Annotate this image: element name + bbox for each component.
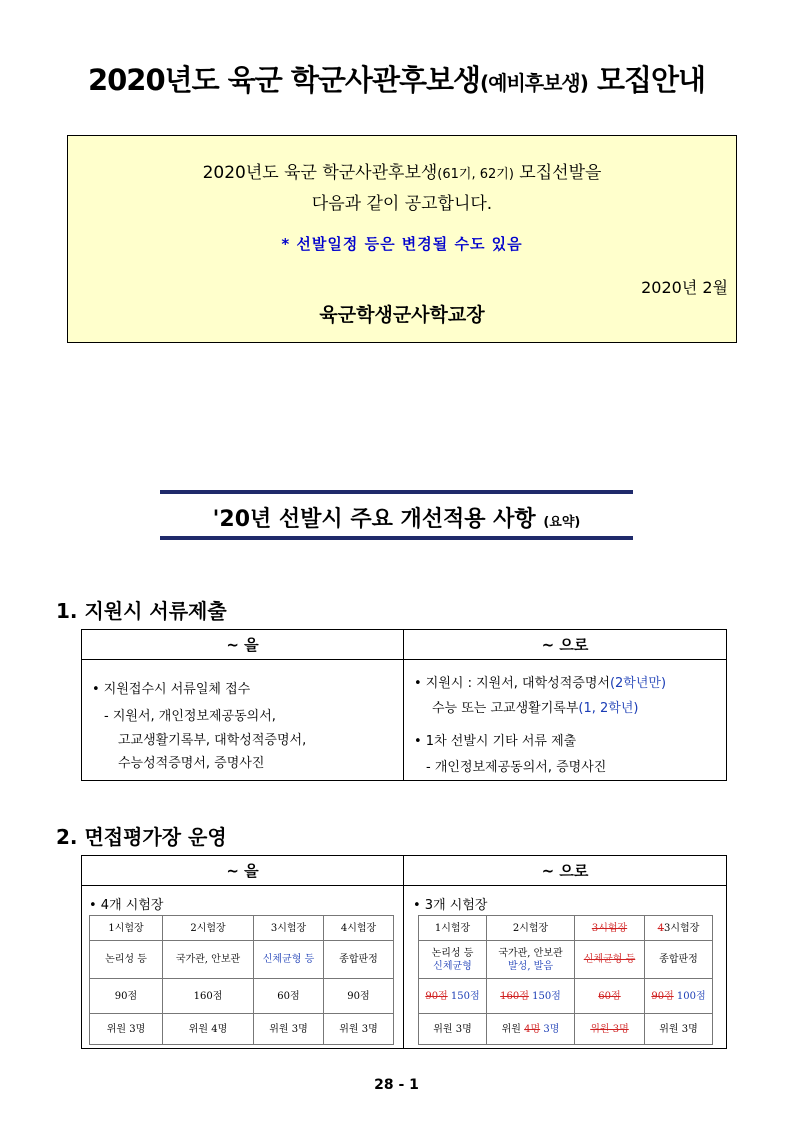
- section-2-heading: 2. 면접평가장 운영: [56, 825, 227, 849]
- table-cell: 위원 3명: [575, 1014, 645, 1045]
- table-cell: 논리성 등: [90, 941, 163, 979]
- table-cell: 위원 3명: [254, 1014, 324, 1045]
- table-cell: 3시험장: [575, 916, 645, 941]
- section-1-table: [81, 629, 727, 781]
- table-cell: 위원 3명: [419, 1014, 487, 1045]
- before-cell: [82, 660, 403, 780]
- after-cell: [404, 660, 726, 780]
- table-cell: 위원 3명: [90, 1014, 163, 1045]
- table-cell: 1시험장: [90, 916, 163, 941]
- announcement-box: [67, 135, 737, 343]
- text-line: 90점: [651, 990, 674, 1002]
- table-cell: 90점: [324, 979, 394, 1014]
- text-line: 모집안내: [587, 63, 706, 97]
- table-cell: [419, 941, 487, 979]
- page-number: 28 - 1: [374, 1077, 419, 1093]
- table-cell: 위원 4명: [163, 1014, 254, 1045]
- col-after: ~ 으로: [404, 856, 727, 886]
- table-cell: [645, 979, 713, 1014]
- summary-title: [160, 502, 633, 533]
- table-cell: 2시험장: [487, 916, 575, 941]
- table-cell: 위원 3명: [645, 1014, 713, 1045]
- summary-heading-box: [160, 490, 633, 540]
- text-line: 150점: [450, 990, 480, 1002]
- text-line: 4명: [524, 1023, 541, 1035]
- text-line: 신체균형: [433, 960, 472, 972]
- text-line: (요약): [543, 515, 581, 530]
- text-line: 2020년도 육군 학군사관후보생: [87, 63, 480, 97]
- table-cell: [645, 916, 713, 941]
- table-cell: 1시험장: [419, 916, 487, 941]
- table-cell: 신체균형 등: [575, 941, 645, 979]
- text-line: 발성, 발음: [508, 960, 553, 972]
- text-line: • 3개 시험장: [413, 898, 488, 913]
- table-cell: 종합판정: [645, 941, 713, 979]
- text-line: 4: [657, 922, 665, 934]
- announcement-signer: 육군학생군사학교장: [319, 304, 485, 326]
- text-line: (61기, 62기): [437, 167, 514, 182]
- text-line: [414, 672, 666, 691]
- col-after: ~ 으로: [404, 630, 727, 660]
- text-line: [432, 697, 638, 716]
- text-line: 위원: [501, 1023, 525, 1035]
- after-exam-table: [418, 915, 713, 1045]
- col-before: ~ 을: [82, 856, 404, 886]
- text-line: • 지원접수시 서류일체 접수: [92, 682, 251, 697]
- text-line: 3명: [540, 1023, 560, 1035]
- table-cell: 90점: [90, 979, 163, 1014]
- text-line: 100점: [676, 990, 706, 1002]
- text-line: • 1차 선발시 기타 서류 제출: [414, 734, 577, 749]
- table-cell: 3시험장: [254, 916, 324, 941]
- table-cell: 60점: [254, 979, 324, 1014]
- announcement-date: 2020년 2월: [641, 278, 728, 297]
- announcement-line-2: 다음과 같이 공고합니다.: [311, 194, 493, 214]
- text-line: • 지원시 : 지원서, 대학성적증명서: [414, 676, 610, 691]
- text-line: (예비후보생): [480, 71, 588, 95]
- text-line: '20년 선발시 주요 개선적용 사항: [212, 507, 536, 532]
- table-cell: [487, 979, 575, 1014]
- text-line: 논리성 등: [431, 947, 474, 959]
- schedule-note: * 선발일정 등은 변경될 수도 있음: [281, 235, 523, 253]
- table-cell: 신체균형 등: [254, 941, 324, 979]
- table-cell: 종합판정: [324, 941, 394, 979]
- text-line: (1,: [578, 701, 601, 716]
- text-line: 수능 또는 고교생활기록부: [432, 701, 579, 716]
- text-line: 90점: [425, 990, 448, 1002]
- text-line: 160점: [500, 990, 529, 1002]
- table-cell: 위원 3명: [324, 1014, 394, 1045]
- table-cell: [487, 1014, 575, 1045]
- text-line: • 4개 시험장: [89, 898, 164, 913]
- announcement-line-1: [68, 158, 736, 183]
- table-cell: 국가관, 안보관: [163, 941, 254, 979]
- after-cell: [404, 886, 726, 1048]
- text-line: 수능성적증명서, 증명사진: [118, 756, 265, 771]
- section-2-table: [81, 855, 727, 1049]
- before-exam-table: [89, 915, 394, 1045]
- section-1-heading: 1. 지원시 서류제출: [56, 599, 227, 623]
- text-line: 모집선발을: [513, 163, 602, 183]
- page-title: [0, 58, 793, 99]
- text-line: 150점: [532, 990, 561, 1002]
- text-line: 2학년): [600, 701, 639, 716]
- table-cell: 2시험장: [163, 916, 254, 941]
- text-line: - 지원서, 개인정보제공동의서,: [104, 709, 276, 724]
- text-line: 고교생활기록부, 대학성적증명서,: [118, 733, 307, 748]
- before-cell: [82, 886, 403, 1048]
- table-cell: 160점: [163, 979, 254, 1014]
- text-line: 국가관, 안보관: [498, 947, 563, 959]
- text-line: - 개인정보제공동의서, 증명사진: [426, 760, 607, 775]
- text-line: 3시험장: [664, 922, 700, 934]
- table-cell: [487, 941, 575, 979]
- table-cell: 60점: [575, 979, 645, 1014]
- text-line: 2020년도 육군 학군사관후보생: [202, 163, 438, 183]
- col-before: ~ 을: [82, 630, 404, 660]
- table-cell: [419, 979, 487, 1014]
- text-line: (2학년만): [609, 676, 667, 691]
- table-cell: 4시험장: [324, 916, 394, 941]
